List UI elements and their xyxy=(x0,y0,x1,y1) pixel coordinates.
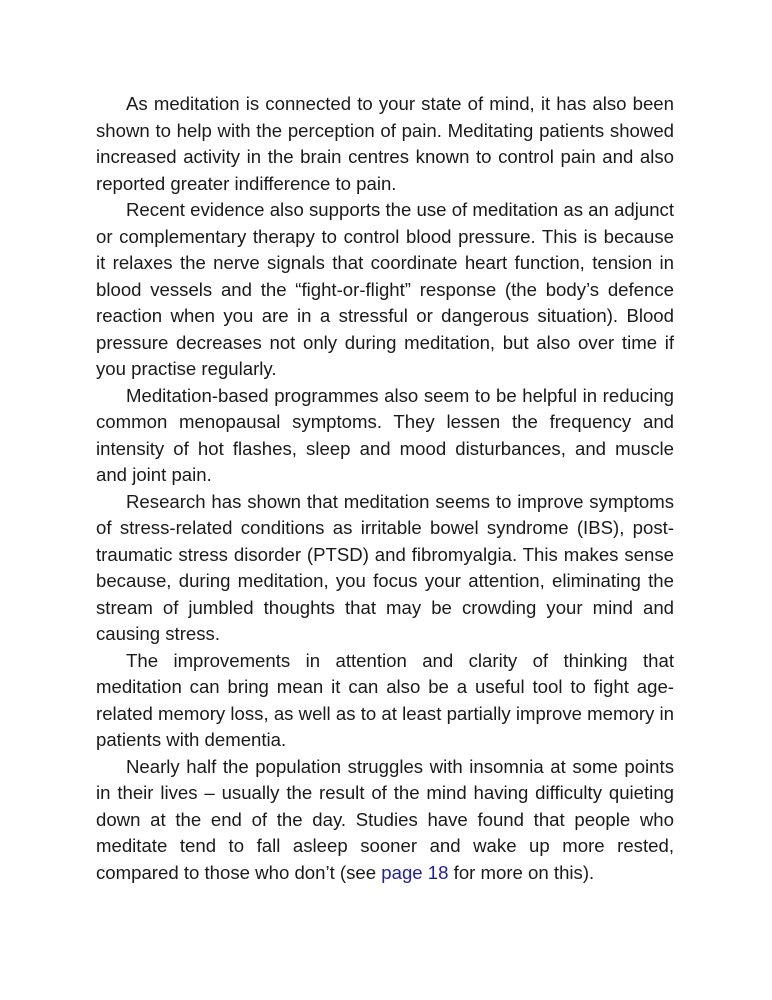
insomnia-text-after: for more on this). xyxy=(448,861,595,883)
insomnia-text-before: Nearly half the population struggles with insomnia at some points in their lives – usually the result of the mind having difficulty quieting down at the end of the day. Studies have found that people who meditate tend to fall asleep sooner and wake up more rested, compared to those who don’t (see xyxy=(96,755,674,883)
page-18-link[interactable]: page 18 xyxy=(381,861,449,883)
paragraph-menopause: Meditation-based programmes also seem to be helpful in reducing common menopausal symptoms. They lessen the frequency and intensity of hot flashes, sleep and mood disturbances, and muscle and joint pain. xyxy=(96,384,674,485)
paragraph-insomnia xyxy=(96,754,674,887)
paragraph-memory: The improvements in attention and clarity of thinking that meditation can bring mean it can also be a useful tool to fight age-related memory loss, as well as to at least partially improve memory in patients with dementia. xyxy=(96,649,674,750)
paragraph-pain: As meditation is connected to your state of mind, it has also been shown to help with the perception of pain. Meditating patients showed increased activity in the brain centres known to control pain and also reported greater indifference to pain. xyxy=(96,93,674,194)
document-page xyxy=(96,91,674,886)
paragraph-blood-pressure: Recent evidence also supports the use of meditation as an adjunct or complementary therapy to control blood pressure. This is because it relaxes the nerve signals that coordinate heart function, tension in blood vessels and the “fight-or-flight” response (the body’s defence reaction when you are in a stressful or dangerous situation). Blood pressure decreases not only during meditation, but also over time if you practise regularly. xyxy=(96,199,674,379)
paragraph-stress-conditions: Research has shown that meditation seems to improve symptoms of stress-related conditions as irritable bowel syndrome (IBS), post-traumatic stress disorder (PTSD) and fibromyalgia. This makes sense because, during meditation, you focus your attention, eliminating the stream of jumbled thoughts that may be crowding your mind and causing stress. xyxy=(96,490,674,644)
